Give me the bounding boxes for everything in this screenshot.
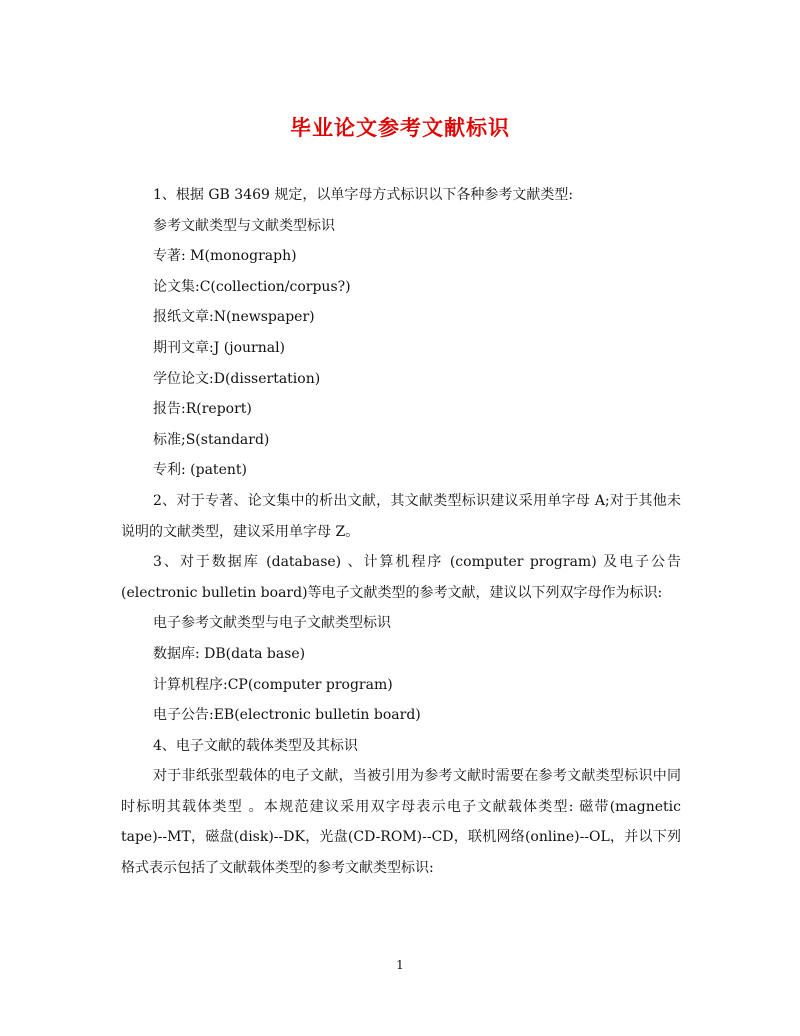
text-line: 学位论文:D(dissertation) [153, 370, 321, 387]
text-line: 标准;S(standard) [153, 431, 270, 448]
text-line: 期刊文章:J (journal) [153, 339, 286, 356]
paragraph: 2、对于专著、论文集中的析出文献，其文献类型标识建议采用单字母 A;对于其他未说明的文献类型，建议采用单字母 Z。 [121, 492, 681, 540]
text-line: 论文集:C(collection/corpus?) [153, 278, 351, 295]
text-line: 1、根据 GB 3469 规定，以单字母方式标识以下各种参考文献类型: [153, 187, 574, 203]
paragraph: 对于非纸张型载体的电子文献，当被引用为参考文献时需要在参考文献类型标识中同时标明其载体类型 。本规范建议采用双字母表示电子文献载体类型: 磁带(magnetic tape)--MT，磁盘(disk)--DK，光盘(CD-ROM)--CD，联机网络(online)--OL，并以下列格式表示包括了文献载体类型的参考文献类型标识: [121, 768, 681, 877]
text-line: 报告:R(report) [153, 401, 252, 418]
text-line: 参考文献类型与文献类型标识 [153, 217, 335, 234]
text-line: 专著: M(monograph) [153, 248, 297, 265]
text-line: 计算机程序:CP(computer program) [153, 676, 393, 693]
document-body [121, 180, 681, 884]
section-heading: 4、电子文献的载体类型及其标识 [153, 737, 358, 754]
text-line: 数据库: DB(data base) [153, 645, 306, 662]
text-line: 专利: (patent) [153, 462, 247, 479]
text-line: 报纸文章:N(newspaper) [153, 309, 315, 326]
page-number: 1 [396, 958, 404, 972]
document-title: 毕业论文参考文献标识 [290, 115, 510, 140]
text-line: 电子公告:EB(electronic bulletin board) [153, 707, 421, 724]
paragraph: 3、对于数据库 (database) 、计算机程序 (computer program) 及电子公告(electronic bulletin board)等电子文献类型的参考文献，建议以下列双字母作为标识: [121, 554, 681, 601]
text-line: 电子参考文献类型与电子文献类型标识 [153, 615, 391, 632]
